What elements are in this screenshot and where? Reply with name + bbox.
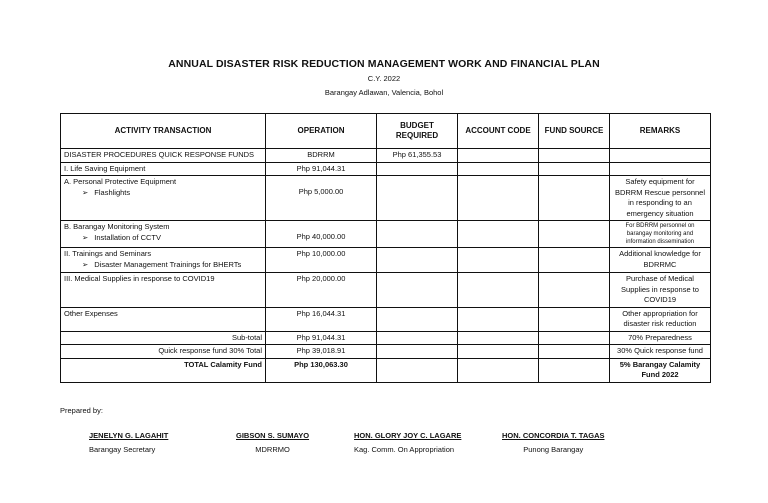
budget-cell bbox=[377, 358, 458, 382]
remarks-cell: For BDRRM personnel on barangay monitoring and information dissemination bbox=[610, 221, 711, 248]
document-title: ANNUAL DISASTER RISK REDUCTION MANAGEMENT WORK AND FINANCIAL PLAN bbox=[168, 58, 600, 70]
remarks-cell: 70% Preparedness bbox=[610, 331, 711, 345]
activity-cell bbox=[61, 176, 266, 221]
signatory-position: MDRRMO bbox=[255, 445, 290, 454]
signatory-position: Kag. Comm. On Appropriation bbox=[354, 445, 455, 454]
table-row bbox=[61, 176, 711, 221]
column-header-fund-source: FUND SOURCE bbox=[539, 114, 610, 149]
signatory-name: GIBSON S. SUMAYO bbox=[236, 431, 310, 440]
operation-cell: Php 91,044.31 bbox=[266, 331, 377, 345]
document-location: Barangay Adlawan, Valencia, Bohol bbox=[324, 88, 444, 97]
fund-source-cell bbox=[539, 307, 610, 331]
column-header-operation: OPERATION bbox=[266, 114, 377, 149]
signatory-name: HON. CONCORDIA T. TAGAS bbox=[502, 431, 605, 440]
budget-cell bbox=[377, 345, 458, 359]
signatory-secretary bbox=[89, 431, 168, 454]
activity-cell bbox=[61, 221, 266, 248]
activity-cell bbox=[61, 248, 266, 273]
activity-cell: I. Life Saving Equipment bbox=[61, 162, 266, 176]
bullet-text: Installation of CCTV bbox=[94, 232, 161, 242]
signatory-position: Barangay Secretary bbox=[89, 445, 156, 454]
activity-heading: II. Trainings and Seminars bbox=[64, 249, 152, 258]
activity-cell: DISASTER PROCEDURES QUICK RESPONSE FUNDS bbox=[61, 149, 266, 163]
subtotal-label-cell: Sub-total bbox=[61, 331, 266, 345]
fund-source-cell bbox=[539, 273, 610, 308]
operation-cell: Php 20,000.00 bbox=[266, 273, 377, 308]
account-code-cell bbox=[458, 273, 539, 308]
fund-source-cell bbox=[539, 358, 610, 382]
account-code-cell bbox=[458, 149, 539, 163]
signatory-mdrrmo bbox=[236, 431, 309, 454]
signatory-punong-barangay bbox=[502, 431, 605, 454]
operation-cell: Php 130,063.30 bbox=[266, 358, 377, 382]
budget-cell bbox=[377, 307, 458, 331]
activity-bullet bbox=[64, 188, 262, 199]
budget-cell bbox=[377, 162, 458, 176]
table-row bbox=[61, 248, 711, 273]
account-code-cell bbox=[458, 331, 539, 345]
activity-heading: B. Barangay Monitoring System bbox=[64, 222, 170, 231]
table-row bbox=[61, 273, 711, 308]
column-header-remarks: REMARKS bbox=[610, 114, 711, 149]
operation-cell bbox=[266, 176, 377, 221]
account-code-cell bbox=[458, 176, 539, 221]
operation-cell: Php 10,000.00 bbox=[266, 248, 377, 273]
work-financial-plan-table bbox=[60, 113, 711, 383]
total-label-cell: TOTAL Calamity Fund bbox=[61, 358, 266, 382]
arrow-bullet-icon: ➢ bbox=[82, 232, 89, 242]
signatory-name: HON. GLORY JOY C. LAGARE bbox=[354, 431, 462, 440]
quick-response-label-cell: Quick response fund 30% Total bbox=[61, 345, 266, 359]
budget-cell bbox=[377, 331, 458, 345]
budget-cell bbox=[377, 176, 458, 221]
table-header-row bbox=[61, 114, 711, 149]
remarks-cell: Purchase of Medical Supplies in response to COVID19 bbox=[610, 273, 711, 308]
fund-source-cell bbox=[539, 331, 610, 345]
budget-cell bbox=[377, 221, 458, 248]
signatory-position: Punong Barangay bbox=[523, 445, 584, 454]
arrow-bullet-icon: ➢ bbox=[82, 259, 89, 269]
activity-bullet bbox=[64, 260, 262, 271]
remarks-cell: 5% Barangay Calamity Fund 2022 bbox=[610, 358, 711, 382]
operation-cell bbox=[266, 221, 377, 248]
remarks-cell: Safety equipment for BDRRM Rescue personnel in responding to an emergency situation bbox=[610, 176, 711, 221]
budget-cell bbox=[377, 248, 458, 273]
operation-cell: Php 91,044.31 bbox=[266, 162, 377, 176]
operation-value: Php 5,000.00 bbox=[298, 187, 344, 196]
operation-value: Php 40,000.00 bbox=[296, 231, 346, 241]
account-code-cell bbox=[458, 162, 539, 176]
account-code-cell bbox=[458, 345, 539, 359]
document-year: C.Y. 2022 bbox=[367, 74, 401, 83]
table-row bbox=[61, 331, 711, 345]
fund-source-cell bbox=[539, 176, 610, 221]
column-header-budget: BUDGET REQUIRED bbox=[377, 114, 458, 149]
table-row bbox=[61, 221, 711, 248]
budget-cell: Php 61,355.53 bbox=[377, 149, 458, 163]
fund-source-cell bbox=[539, 162, 610, 176]
column-header-account-code: ACCOUNT CODE bbox=[458, 114, 539, 149]
table-row-total bbox=[61, 358, 711, 382]
fund-source-cell bbox=[539, 248, 610, 273]
bullet-text: Flashlights bbox=[94, 187, 131, 197]
operation-cell: Php 39,018.91 bbox=[266, 345, 377, 359]
remarks-cell bbox=[610, 149, 711, 163]
remarks-cell bbox=[610, 162, 711, 176]
remarks-cell: Additional knowledge for BDRRMC bbox=[610, 248, 711, 273]
arrow-bullet-icon: ➢ bbox=[82, 187, 89, 197]
activity-cell: III. Medical Supplies in response to COVID19 bbox=[61, 273, 266, 308]
activity-cell: Other Expenses bbox=[61, 307, 266, 331]
account-code-cell bbox=[458, 358, 539, 382]
fund-source-cell bbox=[539, 149, 610, 163]
activity-bullet bbox=[64, 233, 262, 244]
fund-source-cell bbox=[539, 221, 610, 248]
budget-cell bbox=[377, 273, 458, 308]
account-code-cell bbox=[458, 248, 539, 273]
signatory-name: JENELYN G. LAGAHIT bbox=[89, 431, 169, 440]
fund-source-cell bbox=[539, 345, 610, 359]
bullet-text: Disaster Management Trainings for BHERTs bbox=[94, 259, 242, 269]
column-header-activity: ACTIVITY TRANSACTION bbox=[61, 114, 266, 149]
account-code-cell bbox=[458, 221, 539, 248]
activity-heading: A. Personal Protective Equipment bbox=[64, 177, 177, 186]
operation-cell: Php 16,044.31 bbox=[266, 307, 377, 331]
account-code-cell bbox=[458, 307, 539, 331]
signatory-appropriation bbox=[354, 431, 461, 454]
remarks-cell: 30% Quick response fund bbox=[610, 345, 711, 359]
table-row bbox=[61, 162, 711, 176]
table-row bbox=[61, 345, 711, 359]
table-row bbox=[61, 307, 711, 331]
table-row bbox=[61, 149, 711, 163]
operation-cell: BDRRM bbox=[266, 149, 377, 163]
prepared-by-label: Prepared by: bbox=[60, 406, 103, 415]
remarks-cell: Other appropriation for disaster risk reduction bbox=[610, 307, 711, 331]
